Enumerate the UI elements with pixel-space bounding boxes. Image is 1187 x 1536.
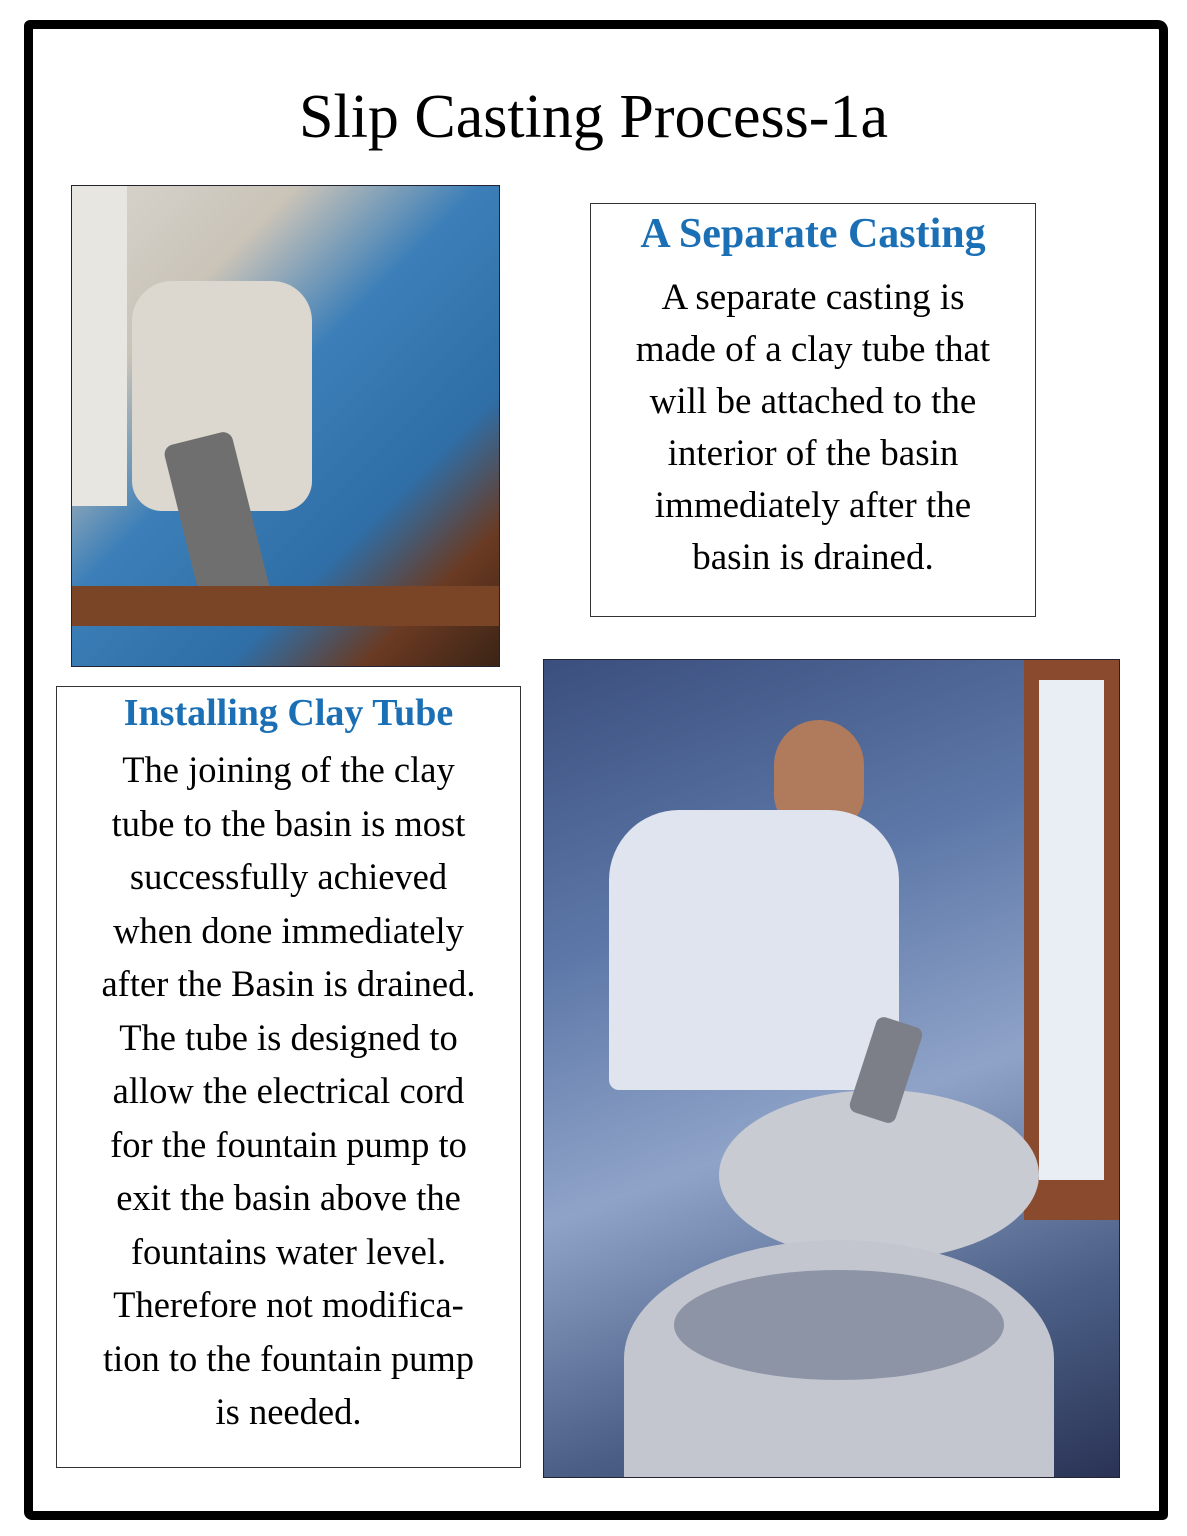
man-shirt-shape (609, 810, 899, 1090)
text-line: The tube is designed to (119, 1016, 458, 1058)
separate-casting-heading: A Separate Casting (640, 211, 986, 257)
separate-casting-text (591, 272, 1035, 584)
text-line: made of a clay tube that (635, 329, 991, 370)
text-line: is needed. (215, 1391, 362, 1432)
photo-man-installing-tube (543, 659, 1120, 1478)
window-shape (1039, 680, 1104, 1180)
installing-clay-tube-text (57, 743, 520, 1439)
separate-casting-box (590, 203, 1036, 617)
photo-clay-tube-from-mold (71, 185, 500, 667)
text-line: tube to the basin is most (111, 802, 466, 844)
text-line: The joining of the clay (122, 749, 455, 790)
text-line: Therefore not modifica- (113, 1284, 464, 1325)
text-line: successfully achieved (129, 856, 448, 897)
text-line: for the fountain pump to (110, 1123, 467, 1165)
text-line: basin is drained. (692, 537, 934, 578)
text-line: after the Basin is drained. (101, 963, 476, 1004)
text-line: fountains water level. (130, 1230, 447, 1272)
table-shape (72, 586, 499, 626)
mold-stack-shape (72, 186, 127, 506)
text-line: will be attached to the (649, 381, 977, 422)
text-line: when done immediately (113, 909, 464, 951)
installing-clay-tube-box (56, 686, 521, 1468)
text-line: A separate casting is (661, 277, 965, 318)
text-line: tion to the fountain pump (102, 1337, 475, 1379)
text-line: immediately after the (654, 485, 972, 526)
basin-interior-shape (674, 1270, 1004, 1380)
text-line: exit the basin above the (116, 1177, 461, 1218)
text-line: allow the electrical cord (112, 1070, 465, 1111)
installing-clay-tube-heading: Installing Clay Tube (123, 692, 454, 734)
text-line: interior of the basin (667, 433, 959, 474)
page-title: Slip Casting Process-1a (299, 83, 888, 151)
